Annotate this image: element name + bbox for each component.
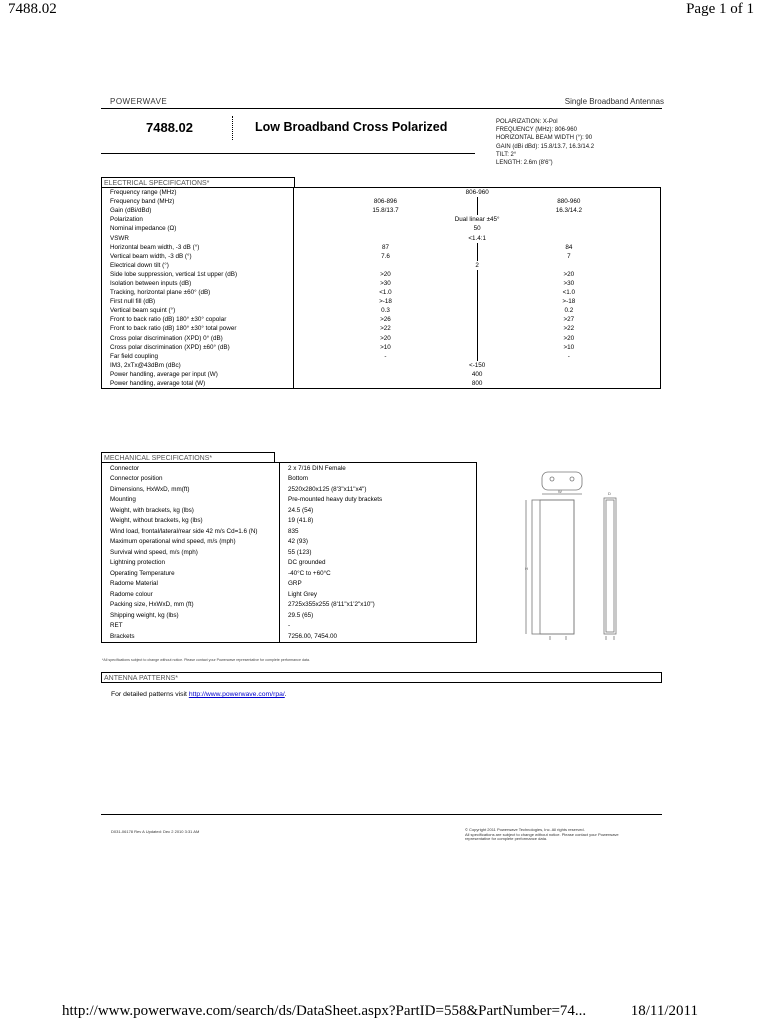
spec-value-band1: >20: [294, 270, 477, 279]
mechanical-section-heading: MECHANICAL SPECIFICATIONS*: [101, 452, 275, 463]
spec-value: 2: [475, 261, 479, 269]
spec-value-band2: >27: [563, 316, 575, 324]
mechanical-spec-table: [101, 462, 477, 643]
spec-value-band2: 16.3/14.2: [555, 207, 582, 215]
spec-label: Nominal impedance (Ω): [102, 224, 294, 233]
spec-value: DC grounded: [288, 559, 326, 567]
spec-value-band1: >20: [294, 334, 477, 343]
spec-label: Isolation between inputs (dB): [102, 279, 294, 288]
spec-label: Lightning protection: [102, 558, 280, 569]
spec-value-band2: -: [567, 352, 570, 360]
document-reference: D031-06178 Rev A Updated: Dec 2 2010 3:31 AM: [111, 829, 200, 834]
copyright-line: All specifications are subject to change without notice. Please contact your Powerwave: [465, 831, 619, 837]
copyright-line: © Copyright 2011 Powerwave Technologies, Inc. All rights reserved.: [465, 827, 585, 832]
spec-value: 50: [473, 225, 481, 233]
spec-row: [102, 233, 661, 242]
spec-row: [102, 568, 477, 579]
spec-label: Mounting: [102, 495, 280, 506]
spec-row: [102, 279, 661, 288]
spec-label: Electrical down tilt (°): [102, 261, 294, 270]
spec-row: [102, 484, 477, 495]
spec-label: Polarization: [102, 215, 294, 224]
summary-line: GAIN (dBi dBd): 15.8/13.7, 16.3/14.2: [496, 143, 595, 150]
disclaimer: *All specifications subject to change without notice. Please contact your Powerwave representative for complete performance data.: [102, 658, 310, 662]
spec-value: 19 (41.8): [288, 517, 314, 525]
spec-row: [102, 306, 661, 315]
spec-label: Connector: [102, 463, 280, 474]
patterns-suffix: .: [284, 691, 287, 698]
summary-line: FREQUENCY (MHz): 806-960: [496, 127, 577, 134]
spec-value: 400: [471, 370, 483, 378]
spec-value: 42 (93): [288, 538, 308, 546]
spec-label: Survival wind speed, m/s (mph): [102, 547, 280, 558]
spec-label: Cross polar discrimination (XPD) 0° (dB): [102, 334, 294, 343]
spec-value-band2: >22: [563, 325, 575, 333]
spec-value-band2: >-18: [562, 298, 576, 306]
spec-value: GRP: [288, 580, 302, 588]
print-header-title: 7488.02: [8, 1, 57, 17]
spec-value-band1: >26: [294, 315, 477, 324]
spec-label: IM3, 2xTx@43dBm (dBc): [102, 361, 294, 370]
spec-row: [102, 495, 477, 506]
spec-value-band1: 0.3: [294, 306, 477, 315]
patterns-link[interactable]: http://www.powerwave.com/rpa/: [188, 691, 285, 698]
spec-value-band1: >30: [294, 279, 477, 288]
spec-row: [102, 589, 477, 600]
spec-row: [102, 505, 477, 516]
electrical-section-heading: ELECTRICAL SPECIFICATIONS*: [101, 177, 295, 188]
spec-row: [102, 288, 661, 297]
spec-label: Power handling, average total (W): [102, 379, 294, 389]
spec-label: Dimensions, HxWxD, mm(ft): [102, 484, 280, 495]
spec-value-band1: 87: [294, 243, 477, 252]
spec-value-band1: >10: [294, 343, 477, 352]
spec-row: [102, 270, 661, 279]
spec-value-band1: <1.0: [294, 288, 477, 297]
header-rule: [101, 108, 662, 109]
spec-value: 835: [288, 527, 299, 535]
print-footer-url: http://www.powerwave.com/search/ds/DataSheet.aspx?PartID=558&PartNumber=74...: [62, 1003, 587, 1019]
spec-value: Bottom: [288, 475, 308, 483]
summary-line: TILT: 2°: [496, 151, 517, 158]
spec-row: [102, 343, 661, 352]
spec-row: [102, 600, 477, 611]
spec-value-band2: 880-960: [557, 198, 581, 206]
spec-value: 2725x355x255 (8'11"x1'2"x10"): [288, 601, 375, 609]
spec-value-band2: 7: [567, 252, 571, 260]
spec-row: [102, 379, 661, 389]
spec-label: Packing size, HxWxD, mm (ft): [102, 600, 280, 611]
spec-value: 800: [471, 380, 483, 388]
spec-row: [102, 516, 477, 527]
spec-label: Cross polar discrimination (XPD) ±60° (dB): [102, 343, 294, 352]
spec-value-band2: >20: [563, 334, 575, 342]
spec-label: Frequency range (MHz): [102, 188, 294, 198]
electrical-spec-table: [101, 187, 661, 389]
spec-label: Tracking, horizontal plane ±60° (dB): [102, 288, 294, 297]
spec-row: [102, 334, 661, 343]
spec-row: [102, 261, 661, 270]
footer-rule: [101, 814, 662, 815]
spec-value-band1: 15.8/13.7: [294, 206, 477, 215]
spec-row: [102, 558, 477, 569]
spec-label: Horizontal beam width, -3 dB (°): [102, 243, 294, 252]
spec-value: 29.5 (65): [288, 611, 314, 619]
summary-block: [496, 118, 594, 167]
spec-label: Maximum operational wind speed, m/s (mph): [102, 537, 280, 548]
spec-row: [102, 252, 661, 261]
spec-label: Side lobe suppression, vertical 1st upper (dB): [102, 270, 294, 279]
spec-label: RET: [102, 621, 280, 632]
spec-label: Shipping weight, kg (lbs): [102, 610, 280, 621]
copyright-notice: [465, 828, 645, 842]
spec-value-band2: <1.0: [562, 289, 576, 297]
spec-row: [102, 243, 661, 252]
spec-value: Pre-mounted heavy duty brackets: [288, 496, 383, 504]
spec-value-band2: 0.2: [564, 307, 574, 315]
spec-value-band1: >-18: [294, 297, 477, 306]
bracket-hole: [550, 477, 554, 481]
spec-value-band1: 806-896: [294, 197, 477, 206]
copyright-line: representative for complete performance data.: [465, 836, 548, 842]
spec-label: Radome colour: [102, 589, 280, 600]
spec-row: [102, 324, 661, 333]
spec-label: Gain (dBi/dBd): [102, 206, 294, 215]
product-title: Low Broadband Cross Polarized: [255, 120, 448, 134]
spec-label: Frequency band (MHz): [102, 197, 294, 206]
dimension-label-h: H: [525, 566, 528, 571]
spec-label: First null fill (dB): [102, 297, 294, 306]
spec-value-band1: 7.6: [294, 252, 477, 261]
spec-row: [102, 537, 477, 548]
title-separator: [232, 116, 233, 140]
spec-row: [102, 631, 477, 642]
spec-row: [102, 526, 477, 537]
title-rule: [101, 153, 475, 154]
spec-row: [102, 315, 661, 324]
spec-label: VSWR: [102, 233, 294, 242]
spec-value: 2520x280x125 (8'3"x11"x4"): [288, 485, 367, 493]
spec-row: [102, 547, 477, 558]
part-number: 7488.02: [146, 120, 193, 135]
spec-label: Front to back ratio (dB) 180° ±30° copolar: [102, 315, 294, 324]
print-footer-date: 18/11/2011: [630, 1003, 698, 1019]
spec-label: Far field coupling: [102, 352, 294, 361]
spec-value-band2: >10: [563, 343, 575, 351]
spec-label: Vertical beam width, -3 dB (°): [102, 252, 294, 261]
spec-row: [102, 352, 661, 361]
dimension-label-d: D: [608, 491, 611, 496]
spec-label: Vertical beam squint (°): [102, 306, 294, 315]
summary-line: POLARIZATION: X-Pol: [496, 119, 558, 125]
brand-name: POWERWAVE: [110, 97, 168, 106]
spec-label: Radome Material: [102, 579, 280, 590]
spec-row: [102, 579, 477, 590]
spec-value-band2: 84: [565, 243, 573, 251]
spec-row: [102, 610, 477, 621]
antenna-drawing: [520, 470, 630, 640]
spec-value: 24.5 (54): [288, 506, 314, 514]
spec-value: -: [288, 622, 291, 630]
spec-value: -40°C to +60°C: [288, 569, 331, 577]
spec-value: 2 x 7/16 DIN Female: [288, 464, 346, 472]
spec-value: Light Grey: [288, 590, 318, 598]
dimension-label-w: W: [558, 489, 562, 494]
spec-row: [102, 224, 661, 233]
spec-label: Power handling, average per input (W): [102, 370, 294, 379]
patterns-text: For detailed patterns visit: [111, 691, 187, 698]
spec-value: <-150: [469, 361, 486, 369]
spec-value-band2: >20: [563, 270, 575, 278]
spec-value: 7256.00, 7454.00: [288, 632, 338, 640]
spec-row: [102, 370, 661, 379]
spec-value-band1: >22: [294, 324, 477, 333]
spec-row: [102, 297, 661, 306]
spec-label: Brackets: [102, 631, 280, 642]
spec-label: Front to back ratio (dB) 180° ±30° total power: [102, 324, 294, 333]
patterns-note: [111, 691, 287, 698]
spec-value-band1: -: [294, 352, 477, 361]
bracket-hole: [570, 477, 574, 481]
spec-label: Operating Temperature: [102, 568, 280, 579]
antenna-top-view: [542, 472, 582, 490]
spec-row: [102, 215, 661, 224]
spec-row: [102, 197, 661, 206]
spec-value: Dual linear ±45°: [454, 216, 500, 224]
spec-label: Weight, with brackets, kg (lbs): [102, 505, 280, 516]
spec-row: [102, 621, 477, 632]
spec-row: [102, 188, 661, 198]
spec-value: <1.4:1: [468, 234, 486, 242]
spec-row: [102, 361, 661, 370]
antenna-front-view: [532, 500, 574, 634]
spec-value: 55 (123): [288, 548, 312, 556]
summary-line: LENGTH: 2.6m (8'6"): [496, 160, 553, 167]
spec-value: 806-960: [465, 189, 489, 197]
spec-value-band2: >30: [563, 279, 575, 287]
patterns-section-heading: ANTENNA PATTERNS*: [101, 672, 662, 683]
spec-row: [102, 463, 477, 474]
spec-label: Weight, without brackets, kg (lbs): [102, 516, 280, 527]
product-category: Single Broadband Antennas: [564, 97, 664, 106]
spec-row: [102, 474, 477, 485]
spec-row: [102, 206, 661, 215]
print-header-page: Page 1 of 1: [686, 1, 754, 17]
spec-label: Wind load, frontal/lateral/rear side 42 m/s Cd=1.6 (N): [102, 526, 280, 537]
summary-line: HORIZONTAL BEAM WIDTH (°): 90: [496, 135, 593, 142]
spec-label: Connector position: [102, 474, 280, 485]
